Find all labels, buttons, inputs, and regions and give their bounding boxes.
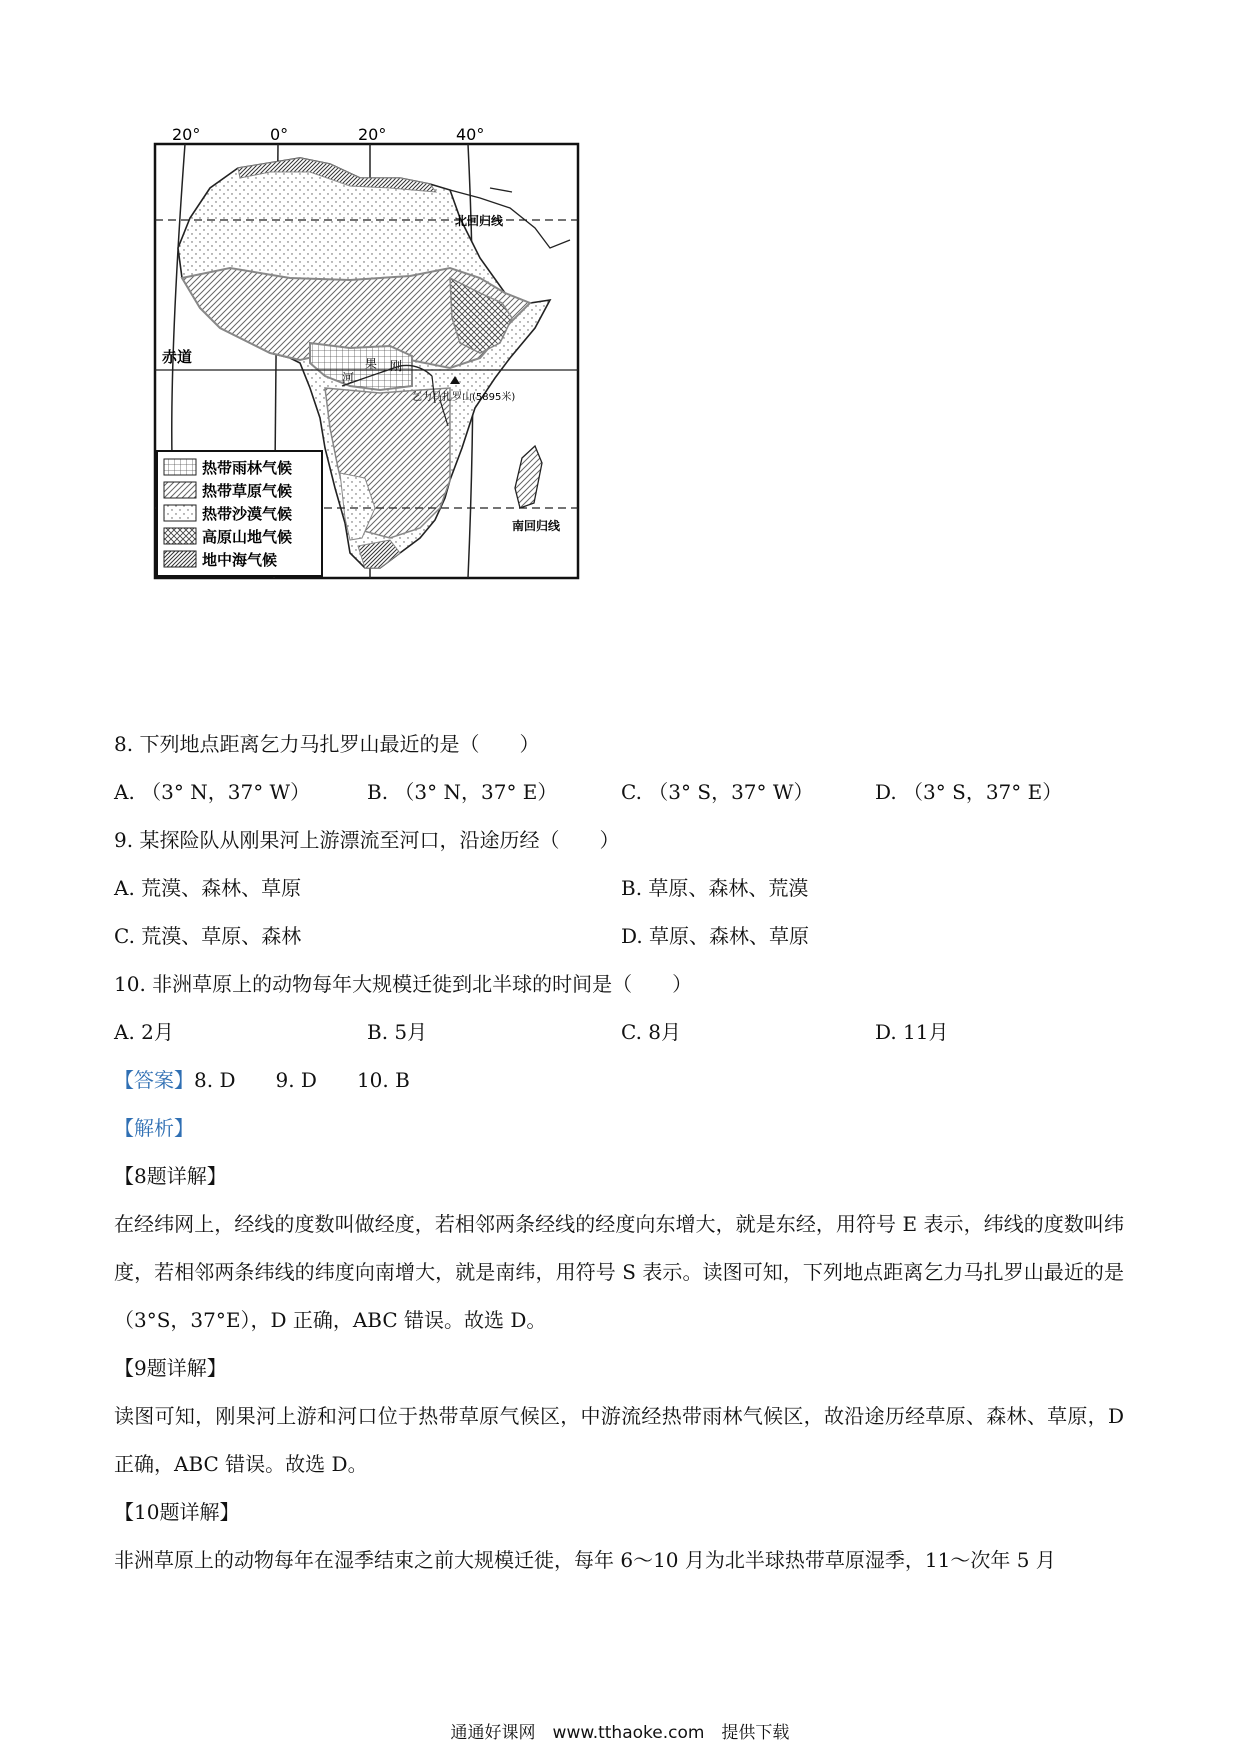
question-10-option-d: D. 11月 [875, 1020, 949, 1044]
answer-text: 8. D 9. D 10. B [194, 1068, 410, 1092]
question-9-option-d: D. 草原、森林、草原 [621, 924, 810, 948]
question-9-option-a: A. 荒漠、森林、草原 [114, 876, 302, 900]
lon-label-0: 0° [270, 128, 289, 144]
question-8-option-c: C. （3° S，37° W） [621, 780, 814, 804]
question-9-option-b: B. 草原、森林、荒漠 [621, 876, 809, 900]
equator-label: 赤道 [162, 348, 193, 366]
legend-savanna: 热带草原气候 [202, 482, 293, 500]
river-label-guo: 果 [365, 357, 378, 371]
answer-line [114, 1066, 410, 1094]
detail-10-text: 非洲草原上的动物每年在湿季结束之前大规模迁徙，每年 6～10 月为北半球热带草原湿季，11～次年 5 月 [114, 1548, 1056, 1572]
detail-9-title: 【9题详解】 [114, 1356, 227, 1380]
detail-9-text: 读图可知，刚果河上游和河口位于热带草原气候区，中游流经热带雨林气候区，故沿途历经草原、森林、草原，D 正确，ABC 错误。故选 D。 [114, 1404, 1124, 1476]
page-footer: 通通好课网 www.tthaoke.com 提供下载 [450, 1723, 790, 1743]
question-9-stem: 9. 某探险队从刚果河上游漂流至河口，沿途历经（ ） [114, 828, 620, 852]
africa-climate-map [150, 128, 660, 648]
answer-label: 【答案】 [114, 1068, 194, 1092]
question-8-option-b: B. （3° N，37° E） [367, 780, 558, 804]
lon-label-20w: 20° [172, 128, 201, 144]
legend-mediterranean: 地中海气候 [202, 551, 278, 569]
detail-8-title: 【8题详解】 [114, 1164, 227, 1188]
question-8-stem: 8. 下列地点距离乞力马扎罗山最近的是（ ） [114, 732, 540, 756]
detail-8-text: 在经纬网上，经线的度数叫做经度，若相邻两条经线的经度向东增大，就是东经，用符号 E 表示，纬线的度数叫纬度，若相邻两条纬线的纬度向南增大，就是南纬，用符号 S 表示。读图可知，下列地点距离乞力马扎罗山最近的是（3°S，37°E），D 正确，ABC 错误。故选 D。 [114, 1212, 1124, 1332]
question-9-option-c: C. 荒漠、草原、森林 [114, 924, 302, 948]
question-8-option-a: A. （3° N，37° W） [114, 780, 311, 804]
legend-highland: 高原山地气候 [202, 528, 293, 546]
river-label-he: 河 [342, 371, 355, 385]
question-10-option-b: B. 5月 [367, 1020, 428, 1044]
tropic-north-label: 北回归线 [455, 214, 504, 228]
map-legend [157, 451, 322, 576]
question-10-option-a: A. 2月 [114, 1020, 174, 1044]
tropic-south-label: 南回归线 [512, 519, 561, 533]
lon-label-20e: 20° [358, 128, 387, 144]
question-10-option-c: C. 8月 [621, 1020, 682, 1044]
analysis-label: 【解析】 [114, 1116, 194, 1140]
lon-label-40e: 40° [456, 128, 485, 144]
question-8-option-d: D. （3° S，37° E） [875, 780, 1063, 804]
mountain-label: 乞力马扎罗山(5895米) [412, 392, 516, 403]
legend-desert: 热带沙漠气候 [202, 505, 293, 523]
river-label-gang: 刚 [390, 359, 403, 373]
detail-10-title: 【10题详解】 [114, 1500, 240, 1524]
legend-rainforest: 热带雨林气候 [202, 459, 293, 477]
question-10-stem: 10. 非洲草原上的动物每年大规模迁徙到北半球的时间是（ ） [114, 972, 693, 996]
